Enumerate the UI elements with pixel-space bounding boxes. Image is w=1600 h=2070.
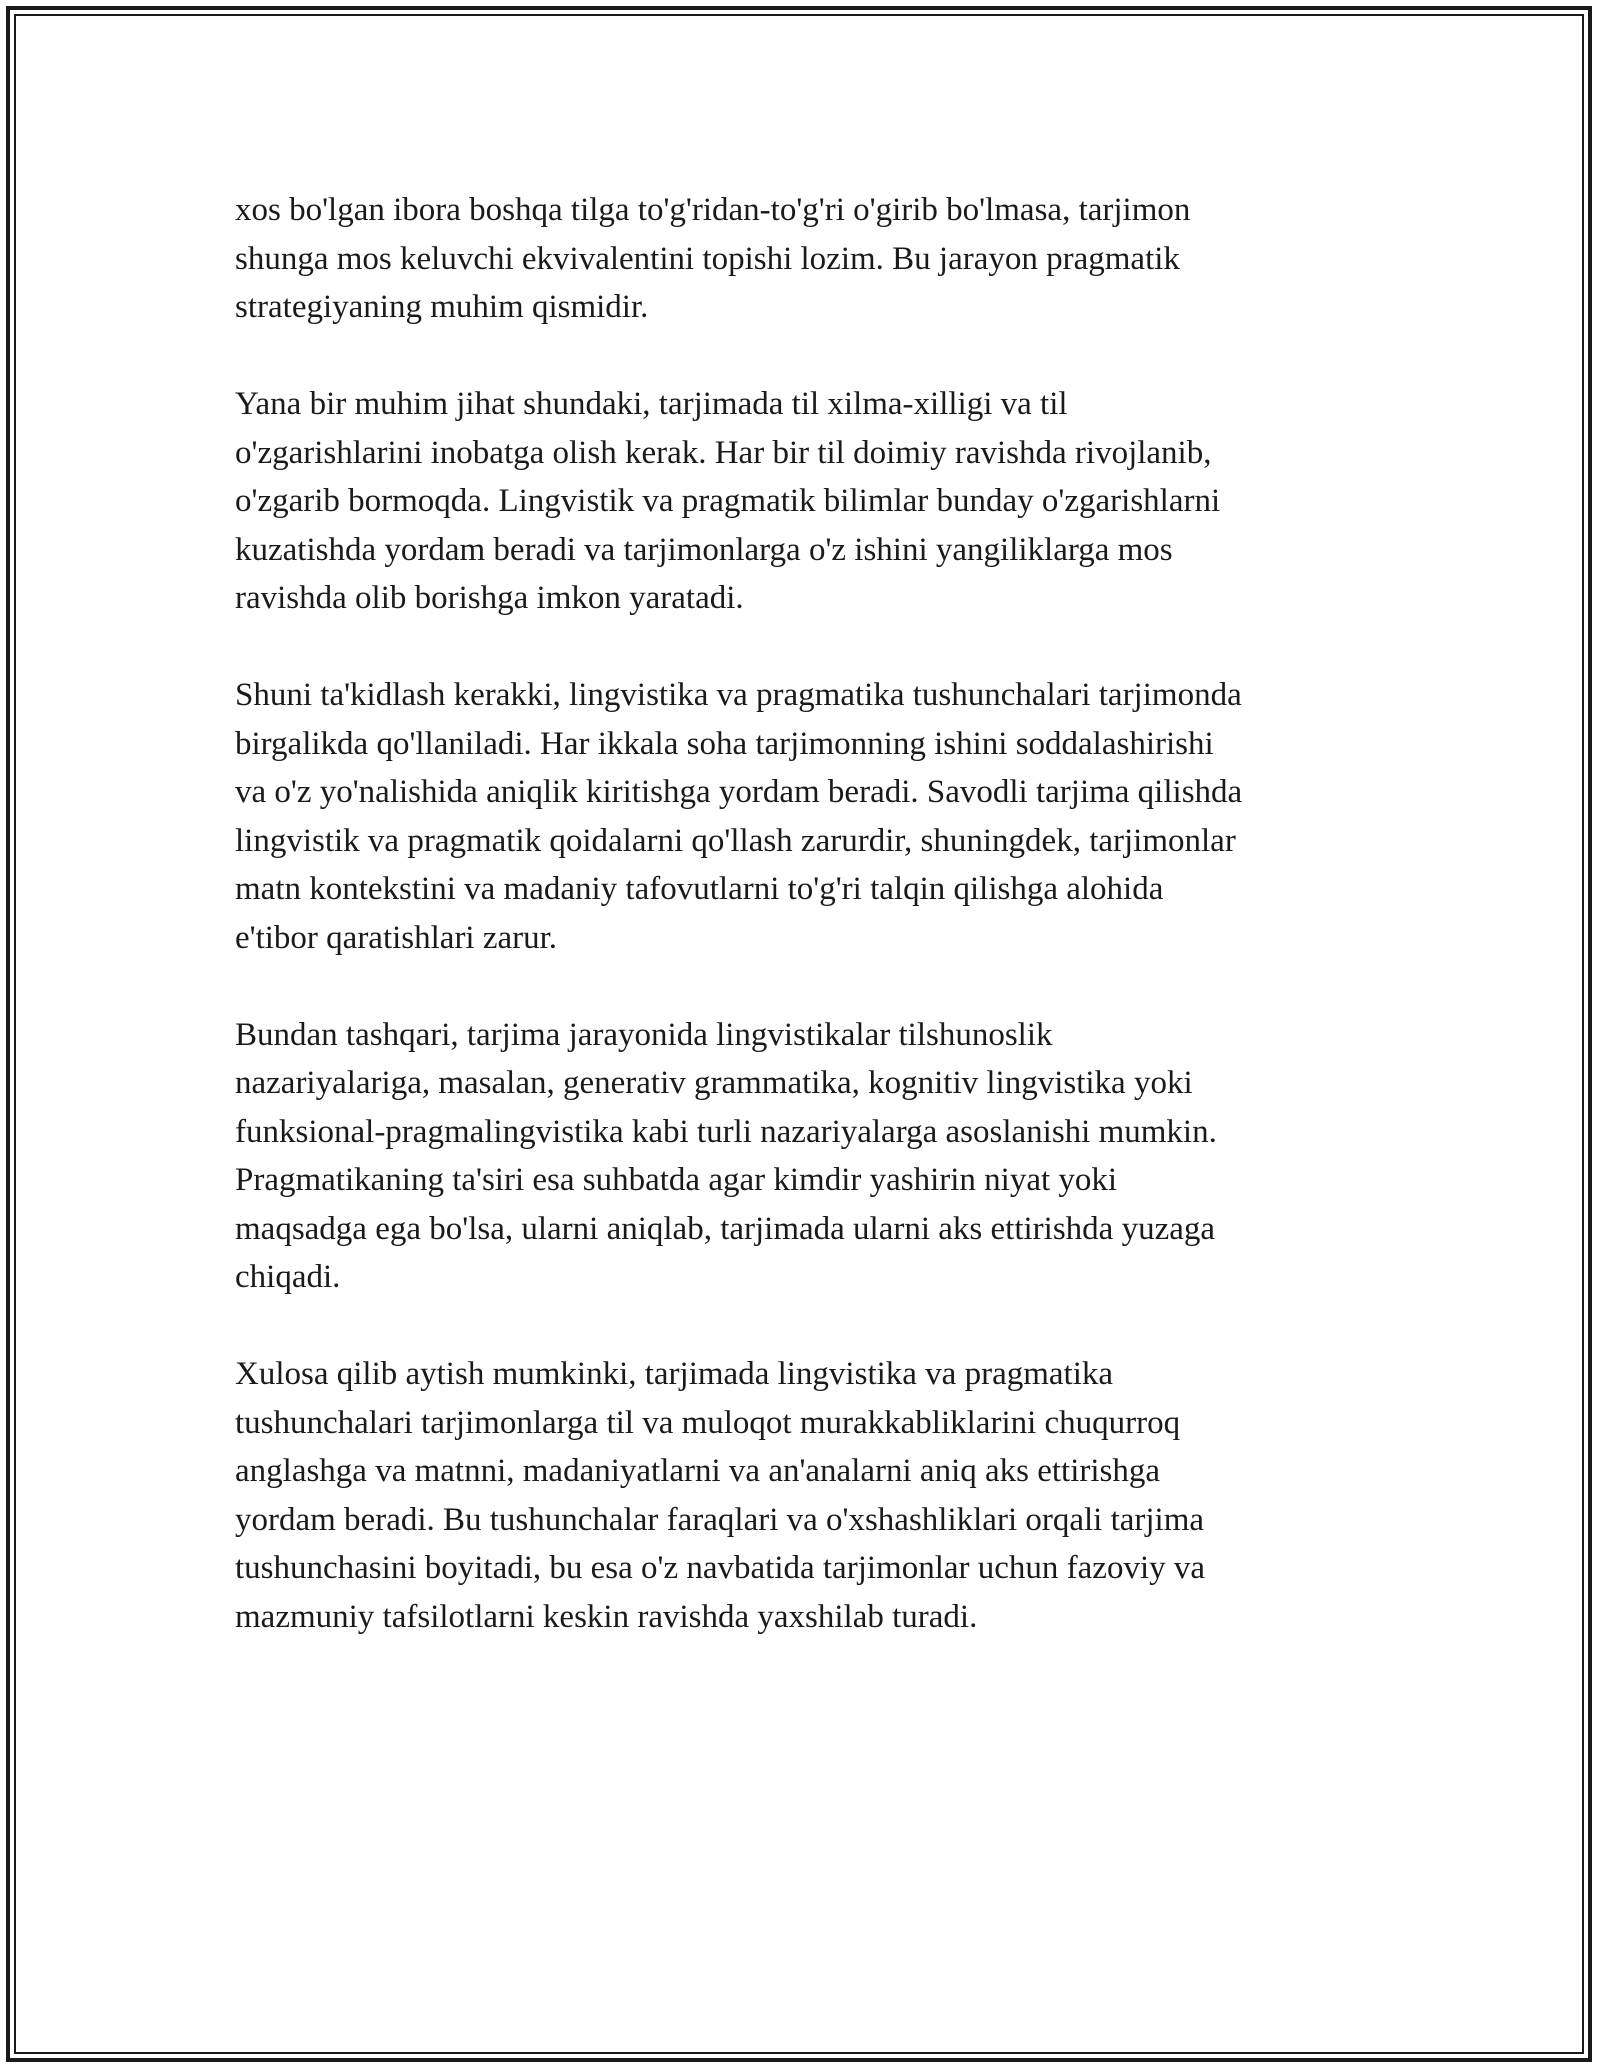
text-line: o'zgarishlarini inobatga olish kerak. Har bir til doimiy ravishda rivojlanib, <box>235 434 1212 471</box>
text-line: shunga mos keluvchi ekvivalentini topishi lozim. Bu jarayon pragmatik <box>235 240 1180 277</box>
document-body <box>235 186 1375 1690</box>
text-line: Yana bir muhim jihat shundaki, tarjimada til xilma-xilligi va til <box>235 386 1068 422</box>
text-line: va o'z yo'nalishida aniqlik kiritishga yordam beradi. Savodli tarjima qilishda <box>235 774 1243 810</box>
text-line: o'zgarib bormoqda. Lingvistik va pragmatik bilimlar bunday o'zgarishlarni <box>235 483 1221 519</box>
paragraph-1 <box>235 186 1375 332</box>
text-line: yordam beradi. Bu tushunchalar faraqlari va o'xshashliklari orqali tarjima <box>235 1501 1205 1538</box>
text-line: Pragmatikaning ta'siri esa suhbatda agar kimdir yashirin niyat yoki <box>235 1162 1118 1198</box>
text-line: mazmuniy tafsilotlarni keskin ravishda yaxshilab turadi. <box>235 1598 978 1635</box>
paragraph-2 <box>235 380 1375 623</box>
text-line: maqsadga ega bo'lsa, ularni aniqlab, tarjimada ularni aks ettirishda yuzaga <box>235 1210 1216 1247</box>
text-line: Bundan tashqari, tarjima jarayonida lingvistikalar tilshunoslik <box>235 1016 1053 1053</box>
text-line: funksional-pragmalingvistika kabi turli nazariyalarga asoslanishi mumkin. <box>235 1113 1217 1150</box>
paragraph-5 <box>235 1350 1375 1641</box>
text-line: birgalikda qo'llaniladi. Har ikkala soha tarjimonning ishini soddalashirishi <box>235 725 1214 762</box>
text-line: nazariyalariga, masalan, generativ grammatika, kognitiv lingvistika yoki <box>235 1065 1193 1101</box>
text-line: kuzatishda yordam beradi va tarjimonlarga o'z ishini yangiliklarga mos <box>235 531 1173 568</box>
text-line: lingvistik va pragmatik qoidalarni qo'llash zarurdir, shuningdek, tarjimonlar <box>235 822 1236 859</box>
paragraph-4 <box>235 1011 1375 1302</box>
text-line: anglashga va matnni, madaniyatlarni va an'analarni aniq aks ettirishga <box>235 1453 1161 1489</box>
text-line: Shuni ta'kidlash kerakki, lingvistika va pragmatika tushunchalari tarjimonda <box>235 677 1242 713</box>
text-line: chiqadi. <box>235 1259 341 1295</box>
text-line: Xulosa qilib aytish mumkinki, tarjimada lingvistika va pragmatika <box>235 1356 1114 1392</box>
paragraph-3 <box>235 671 1375 962</box>
text-line: tushunchalari tarjimonlarga til va muloqot murakkabliklarini chuqurroq <box>235 1404 1181 1441</box>
text-line: tushunchasini boyitadi, bu esa o'z navbatida tarjimonlar uchun fazoviy va <box>235 1550 1206 1586</box>
text-line: ravishda olib borishga imkon yaratadi. <box>235 580 744 616</box>
text-line: matn kontekstini va madaniy tafovutlarni to'g'ri talqin qilishga alohida <box>235 871 1164 907</box>
text-line: strategiyaning muhim qismidir. <box>235 289 649 325</box>
text-line: e'tibor qaratishlari zarur. <box>235 919 558 956</box>
text-line: xos bo'lgan ibora boshqa tilga to'g'ridan-to'g'ri o'girib bo'lmasa, tarjimon <box>235 192 1191 228</box>
